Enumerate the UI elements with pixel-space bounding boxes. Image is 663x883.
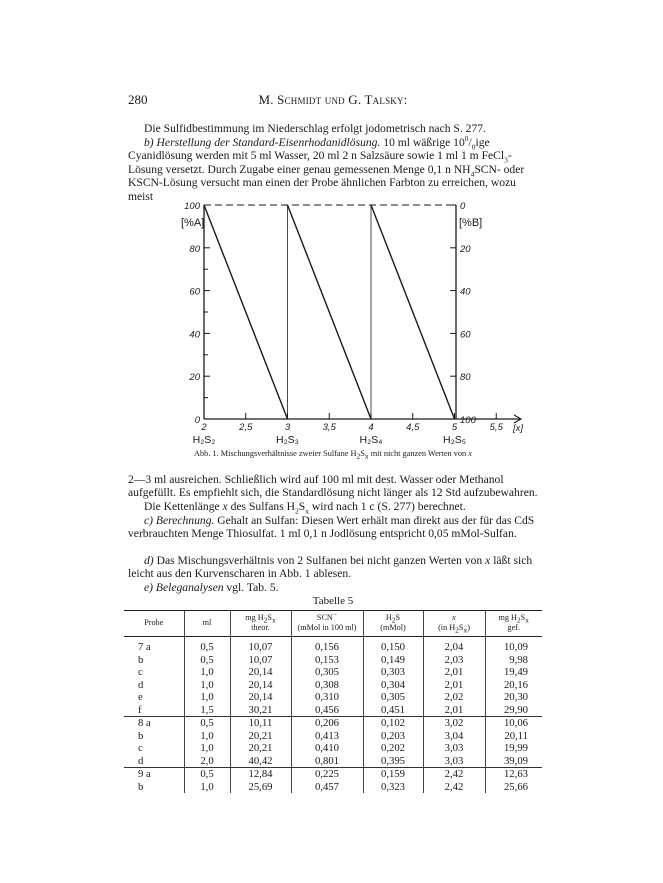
- table-header-row: [124, 611, 542, 637]
- x-tick-label: 3: [284, 422, 291, 433]
- section-d-heading: d): [144, 554, 154, 567]
- page-number: 280: [128, 92, 148, 107]
- cell-mg-theor: 25,69: [230, 781, 291, 794]
- cell-scn: 0,206: [291, 717, 363, 730]
- cell-h2s: 0,159: [363, 768, 423, 781]
- cell-x: 2,04: [423, 637, 485, 654]
- cell-scn: 0,410: [291, 742, 363, 755]
- mixing-line-3: [288, 205, 372, 419]
- cell-mg-gef: 10,06: [485, 717, 542, 730]
- cell-mg-theor: 40,42: [230, 755, 291, 768]
- section-e-paragraph: e) Beleganalysen vgl. Tab. 5.: [144, 581, 279, 594]
- cell-mg-theor: 20,21: [230, 742, 291, 755]
- x-tick-label: 5: [451, 422, 458, 433]
- cell-mg-gef: 20,16: [485, 679, 542, 692]
- section-c-paragraph: c) Berechnung. Gehalt an Sulfan: Diesen Wert erhält man direkt aus der für das CdS verbrauchten Menge Thiosulfat. 1 ml 0,1 n Jodlösung entspricht 0,05 mMol-Sulfan.: [128, 514, 535, 541]
- x-tick-label: 2,5: [239, 422, 253, 433]
- cell-scn: 0,310: [291, 691, 363, 704]
- cell-mg-theor: 12,84: [230, 768, 291, 781]
- cell-probe: e: [138, 691, 143, 703]
- right-tick-label: 100: [460, 415, 476, 426]
- cell-x: 3,03: [423, 755, 485, 768]
- compound-label: H₂S₃: [276, 434, 299, 446]
- header-mg-gef: mg $H_2S_x$ gef.: [485, 611, 542, 637]
- cell-x: 3,04: [423, 730, 485, 743]
- header-scn: SCN− (mMol in 100 ml): [291, 611, 363, 637]
- cell-probe: 8 a: [124, 717, 184, 730]
- cell-ml: 0,5: [184, 768, 230, 781]
- header-mg-theor: mg $H_2S_x$ theor.: [230, 611, 291, 637]
- header-x: x (in $H_2S_x$): [423, 611, 485, 637]
- cell-h2s: 0,102: [363, 717, 423, 730]
- cell-probe: 7 a: [138, 641, 151, 653]
- cell-mg-gef: 20,11: [485, 730, 542, 743]
- left-tick-label: 80: [189, 243, 200, 255]
- section-b-paragraph: b) Herstellung der Standard-Eisenrhodanidlösung. 10 ml wäßrige $10^0/_0ige$ Cyanidlösung werden mit 5 ml Wasser, 20 ml 2 n Salzsäure sowie 1 ml 1 m FeCl$_3$-Lösung versetzt. Durch Zugabe einer genau gemessenen Menge 0,1 n $NH_4SCN-$ oder KSCN-Lösung versucht man einen der Probe ähnlichen Farbton zu erreichen, wozu meist: [128, 134, 525, 203]
- running-title: M. Schmidt und G. Talsky:: [258, 92, 408, 107]
- right-tick-label: 0: [460, 201, 466, 212]
- cell-probe: b: [138, 653, 144, 666]
- cell-mg-theor: 20,14: [230, 679, 291, 692]
- cell-scn: 0,457: [291, 781, 363, 794]
- cell-mg-theor: 10,07: [230, 654, 291, 667]
- table-row: [124, 666, 542, 679]
- table-row: [124, 717, 542, 730]
- cell-ml: 2,0: [184, 755, 230, 768]
- table-row: [124, 679, 542, 692]
- x-tick-label: 3,5: [322, 422, 336, 433]
- header-h2s: $H_2S$ (mMol): [363, 611, 423, 637]
- cell-probe: d: [138, 678, 144, 691]
- table-row: [124, 742, 542, 755]
- left-tick-label: 0: [194, 415, 200, 426]
- cell-probe: f: [138, 703, 142, 716]
- cell-mg-theor: 20,21: [230, 730, 291, 743]
- header-probe: Probe: [124, 611, 184, 637]
- cell-h2s: 0,451: [363, 704, 423, 717]
- cell-ml: 1,0: [184, 730, 230, 743]
- cell-x: 3,02: [423, 717, 485, 730]
- cell-probe: d: [138, 754, 144, 767]
- left-tick-label: 60: [189, 286, 200, 298]
- right-tick-label: 80: [460, 372, 471, 384]
- left-tick-label: 100: [184, 201, 200, 212]
- cell-mg-gef: 20,30: [485, 691, 542, 704]
- x-tick-label: 4,5: [406, 422, 420, 433]
- cell-mg-gef: 39,09: [485, 755, 542, 768]
- cell-x: 2,01: [423, 666, 485, 679]
- table-row: [124, 755, 542, 768]
- cell-h2s: 0,202: [363, 742, 423, 755]
- section-c-heading: c) Berechnung.: [144, 514, 215, 527]
- cell-scn: 0,156: [291, 637, 363, 654]
- section-e-heading: e) Beleganalysen: [144, 581, 224, 594]
- section-d-paragraph: d) Das Mischungsverhältnis von 2 Sulfanen bei nicht ganzen Werten von x läßt sich leicht aus den Kurvenscharen in Abb. 1 ablesen.: [128, 554, 533, 581]
- cell-mg-gef: 25,66: [485, 781, 542, 794]
- right-axis-label: [%B]: [459, 217, 483, 229]
- mixing-line-1: [204, 205, 288, 419]
- cell-h2s: 0,304: [363, 679, 423, 692]
- x-tick-label: 2: [201, 422, 207, 433]
- table-row: [124, 691, 542, 704]
- mixing-line-5: [371, 205, 455, 419]
- cell-ml: 1,0: [184, 742, 230, 755]
- cell-scn: 0,305: [291, 666, 363, 679]
- cell-scn: 0,153: [291, 654, 363, 667]
- cell-mg-gef: 10,09: [485, 637, 542, 654]
- left-tick-label: 40: [189, 329, 200, 341]
- cell-x: 2,42: [423, 781, 485, 794]
- cell-x: 2,01: [423, 704, 485, 717]
- cell-ml: 0,5: [184, 654, 230, 667]
- compound-label: H₂S₅: [443, 434, 466, 446]
- cell-x: 2,01: [423, 679, 485, 692]
- cell-h2s: 0,303: [363, 666, 423, 679]
- cell-scn: 0,456: [291, 704, 363, 717]
- cell-ml: 1,0: [184, 781, 230, 794]
- table-row: [124, 730, 542, 743]
- x-axis-unit-label: [x]: [513, 423, 524, 434]
- cell-scn: 0,225: [291, 768, 363, 781]
- cell-scn: 0,308: [291, 679, 363, 692]
- left-axis-label: [%A]: [181, 217, 205, 229]
- body-paragraph-2: Die Kettenlänge x des Sulfans $H_2S_x$ wird nach 1 c (S. 277) berechnet.: [144, 500, 466, 516]
- cell-x: 3,03: [423, 742, 485, 755]
- cell-probe: b: [138, 780, 144, 793]
- cell-x: 2,42: [423, 768, 485, 781]
- cell-probe: b: [138, 729, 144, 742]
- cell-mg-gef: 19,49: [485, 666, 542, 679]
- cell-mg-theor: 10,11: [230, 717, 291, 730]
- left-tick-label: 20: [189, 372, 200, 384]
- cell-h2s: 0,150: [363, 637, 423, 654]
- cell-mg-theor: 10,07: [230, 637, 291, 654]
- cell-h2s: 0,323: [363, 781, 423, 794]
- cell-ml: 1,0: [184, 666, 230, 679]
- x-tick-label: 5,5: [489, 422, 503, 433]
- cell-ml: 0,5: [184, 637, 230, 654]
- compound-label: H₂S₄: [359, 434, 383, 446]
- cell-mg-theor: 20,14: [230, 666, 291, 679]
- right-tick-label: 60: [460, 329, 471, 341]
- table-caption: Tabelle 5: [312, 595, 354, 607]
- right-tick-label: 40: [460, 286, 471, 298]
- cell-h2s: 0,203: [363, 730, 423, 743]
- cell-mg-theor: 30,21: [230, 704, 291, 717]
- table-row: [124, 637, 542, 654]
- cell-mg-gef: 19,99: [485, 742, 542, 755]
- cell-mg-gef: 29,90: [485, 704, 542, 717]
- right-tick-label: 20: [460, 243, 471, 255]
- cell-ml: 1,5: [184, 704, 230, 717]
- cell-probe: 9 a: [124, 768, 184, 781]
- table-row: [124, 781, 542, 794]
- results-table: [124, 610, 542, 793]
- cell-x: 2,02: [423, 691, 485, 704]
- header-ml: ml: [184, 611, 230, 637]
- cell-ml: 1,0: [184, 691, 230, 704]
- table-row: [124, 654, 542, 667]
- cell-x: 2,03: [423, 654, 485, 667]
- table-body: [124, 637, 542, 794]
- cell-mg-gef: 12,63: [485, 768, 542, 781]
- cell-h2s: 0,395: [363, 755, 423, 768]
- section-b-heading: b) Herstellung der Standard-Eisenrhodanidlösung.: [144, 136, 381, 149]
- cell-mg-theor: 20,14: [230, 691, 291, 704]
- body-paragraph-1: 2—3 ml ausreichen. Schließlich wird auf 100 ml mit dest. Wasser oder Methanol aufgefüllt. Es empfiehlt sich, die Standardlösung nicht länger als 12 Std aufzubewahren.: [128, 473, 538, 500]
- cell-probe: c: [138, 666, 143, 678]
- table-row: [124, 768, 542, 781]
- sulfide-determination-text: Die Sulfidbestimmung im Niederschlag erfolgt jodometrisch nach S. 277.: [144, 122, 486, 135]
- cell-scn: 0,801: [291, 755, 363, 768]
- cell-h2s: 0,149: [363, 654, 423, 667]
- figure-caption: Abb. 1. Mischungsverhältnisse zweier Sulfane $H_2S_x$ mit nicht ganzen Werten von x: [194, 449, 472, 461]
- compound-label: H₂S₂: [192, 434, 216, 446]
- x-tick-label: 4: [368, 422, 374, 433]
- table-row: [124, 704, 542, 717]
- cell-h2s: 0,305: [363, 691, 423, 704]
- cell-probe: c: [138, 742, 143, 754]
- cell-scn: 0,413: [291, 730, 363, 743]
- cell-mg-gef: 9,98: [485, 654, 542, 667]
- cell-ml: 1,0: [184, 679, 230, 692]
- cell-ml: 0,5: [184, 717, 230, 730]
